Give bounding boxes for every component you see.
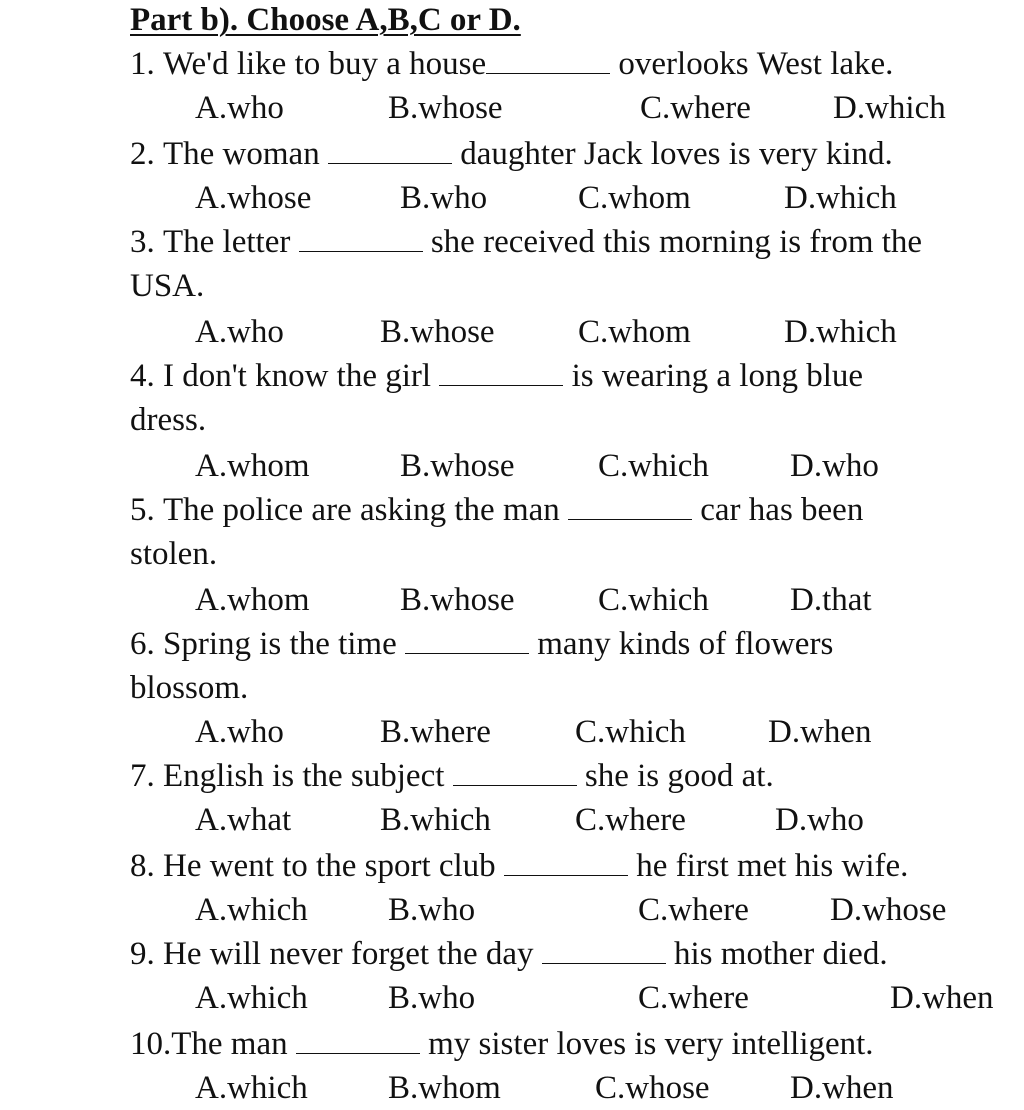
question-5-text [130, 490, 863, 530]
answer-blank [568, 493, 692, 520]
question-10-option-d: D.when [790, 1070, 894, 1106]
question-6-option-d: D.when [768, 714, 872, 750]
question-6-text-continued: blossom. [130, 670, 249, 706]
question-10-option-b: B.whom [388, 1070, 501, 1106]
question-text-after-blank: is wearing a long blue [563, 358, 864, 394]
question-3-text [130, 222, 922, 262]
question-5-text-continued: stolen. [130, 536, 218, 572]
question-text-after-blank: his mother died. [665, 936, 888, 972]
answer-blank [453, 759, 577, 786]
question-text-after-blank: she received this morning is from the [422, 224, 923, 260]
question-5-option-d: D.that [790, 582, 872, 618]
question-6-option-b: B.where [380, 714, 491, 750]
question-text-before-blank: 8. He went to the sport club [130, 848, 504, 884]
question-8-option-d: D.whose [830, 892, 947, 928]
question-2-text [130, 134, 893, 174]
question-7-option-b: B.which [380, 802, 491, 838]
question-5-option-b: B.whose [400, 582, 515, 618]
question-9-text [130, 934, 888, 974]
question-4-text [130, 356, 863, 396]
question-text-before-blank: 5. The police are asking the man [130, 492, 569, 528]
question-6-option-c: C.which [575, 714, 686, 750]
question-text-before-blank: 10.The man [130, 1026, 296, 1062]
question-1-option-c: C.where [640, 90, 751, 126]
question-7-option-a: A.what [195, 802, 292, 838]
answer-blank [542, 937, 666, 964]
question-1-option-a: A.who [195, 90, 284, 126]
question-4-option-d: D.who [790, 448, 879, 484]
question-8-option-b: B.who [388, 892, 476, 928]
question-2-option-c: C.whom [578, 180, 691, 216]
question-4-text-continued: dress. [130, 402, 207, 438]
answer-blank [299, 225, 423, 252]
question-text-before-blank: 6. Spring is the time [130, 626, 405, 662]
question-text-before-blank: 1. We'd like to buy a house [130, 46, 487, 82]
question-3-option-d: D.which [784, 314, 897, 350]
question-text-after-blank: car has been [692, 492, 864, 528]
question-text-before-blank: 7. English is the subject [130, 758, 453, 794]
question-8-option-c: C.where [638, 892, 749, 928]
answer-blank [486, 47, 610, 74]
question-2-option-a: A.whose [195, 180, 312, 216]
question-10-option-c: C.whose [595, 1070, 710, 1106]
question-9-option-d: D.when [890, 980, 994, 1016]
question-6-text [130, 624, 833, 664]
question-text-before-blank: 4. I don't know the girl [130, 358, 440, 394]
question-text-after-blank: many kinds of flowers [529, 626, 834, 662]
answer-blank [405, 627, 529, 654]
question-4-option-a: A.whom [195, 448, 310, 484]
question-8-option-a: A.which [195, 892, 308, 928]
question-text-after-blank: she is good at. [576, 758, 774, 794]
question-8-text [130, 846, 908, 886]
question-1-option-d: D.which [833, 90, 946, 126]
answer-blank [328, 137, 452, 164]
question-7-text [130, 756, 774, 796]
question-2-option-d: D.which [784, 180, 897, 216]
answer-blank [504, 849, 628, 876]
question-text-before-blank: 9. He will never forget the day [130, 936, 542, 972]
question-1-option-b: B.whose [388, 90, 503, 126]
exercise-title: Part b). Choose A,B,C or D. [130, 2, 521, 38]
question-9-option-c: C.where [638, 980, 749, 1016]
question-4-option-b: B.whose [400, 448, 515, 484]
question-3-option-a: A.who [195, 314, 284, 350]
question-7-option-c: C.where [575, 802, 686, 838]
question-3-option-b: B.whose [380, 314, 495, 350]
question-text-before-blank: 2. The woman [130, 136, 328, 172]
question-5-option-c: C.which [598, 582, 709, 618]
question-text-before-blank: 3. The letter [130, 224, 299, 260]
question-text-after-blank: daughter Jack loves is very kind. [451, 136, 893, 172]
question-1-text [130, 44, 893, 84]
question-10-text [130, 1024, 874, 1064]
answer-blank [296, 1027, 420, 1054]
question-7-option-d: D.who [775, 802, 864, 838]
answer-blank [439, 359, 563, 386]
question-3-option-c: C.whom [578, 314, 691, 350]
question-5-option-a: A.whom [195, 582, 310, 618]
question-9-option-a: A.which [195, 980, 308, 1016]
question-9-option-b: B.who [388, 980, 476, 1016]
question-3-text-continued: USA. [130, 268, 205, 304]
question-text-after-blank: he first met his wife. [627, 848, 909, 884]
question-text-after-blank: overlooks West lake. [610, 46, 894, 82]
question-text-after-blank: my sister loves is very intelligent. [419, 1026, 874, 1062]
question-10-option-a: A.which [195, 1070, 308, 1106]
question-4-option-c: C.which [598, 448, 709, 484]
question-6-option-a: A.who [195, 714, 284, 750]
question-2-option-b: B.who [400, 180, 488, 216]
